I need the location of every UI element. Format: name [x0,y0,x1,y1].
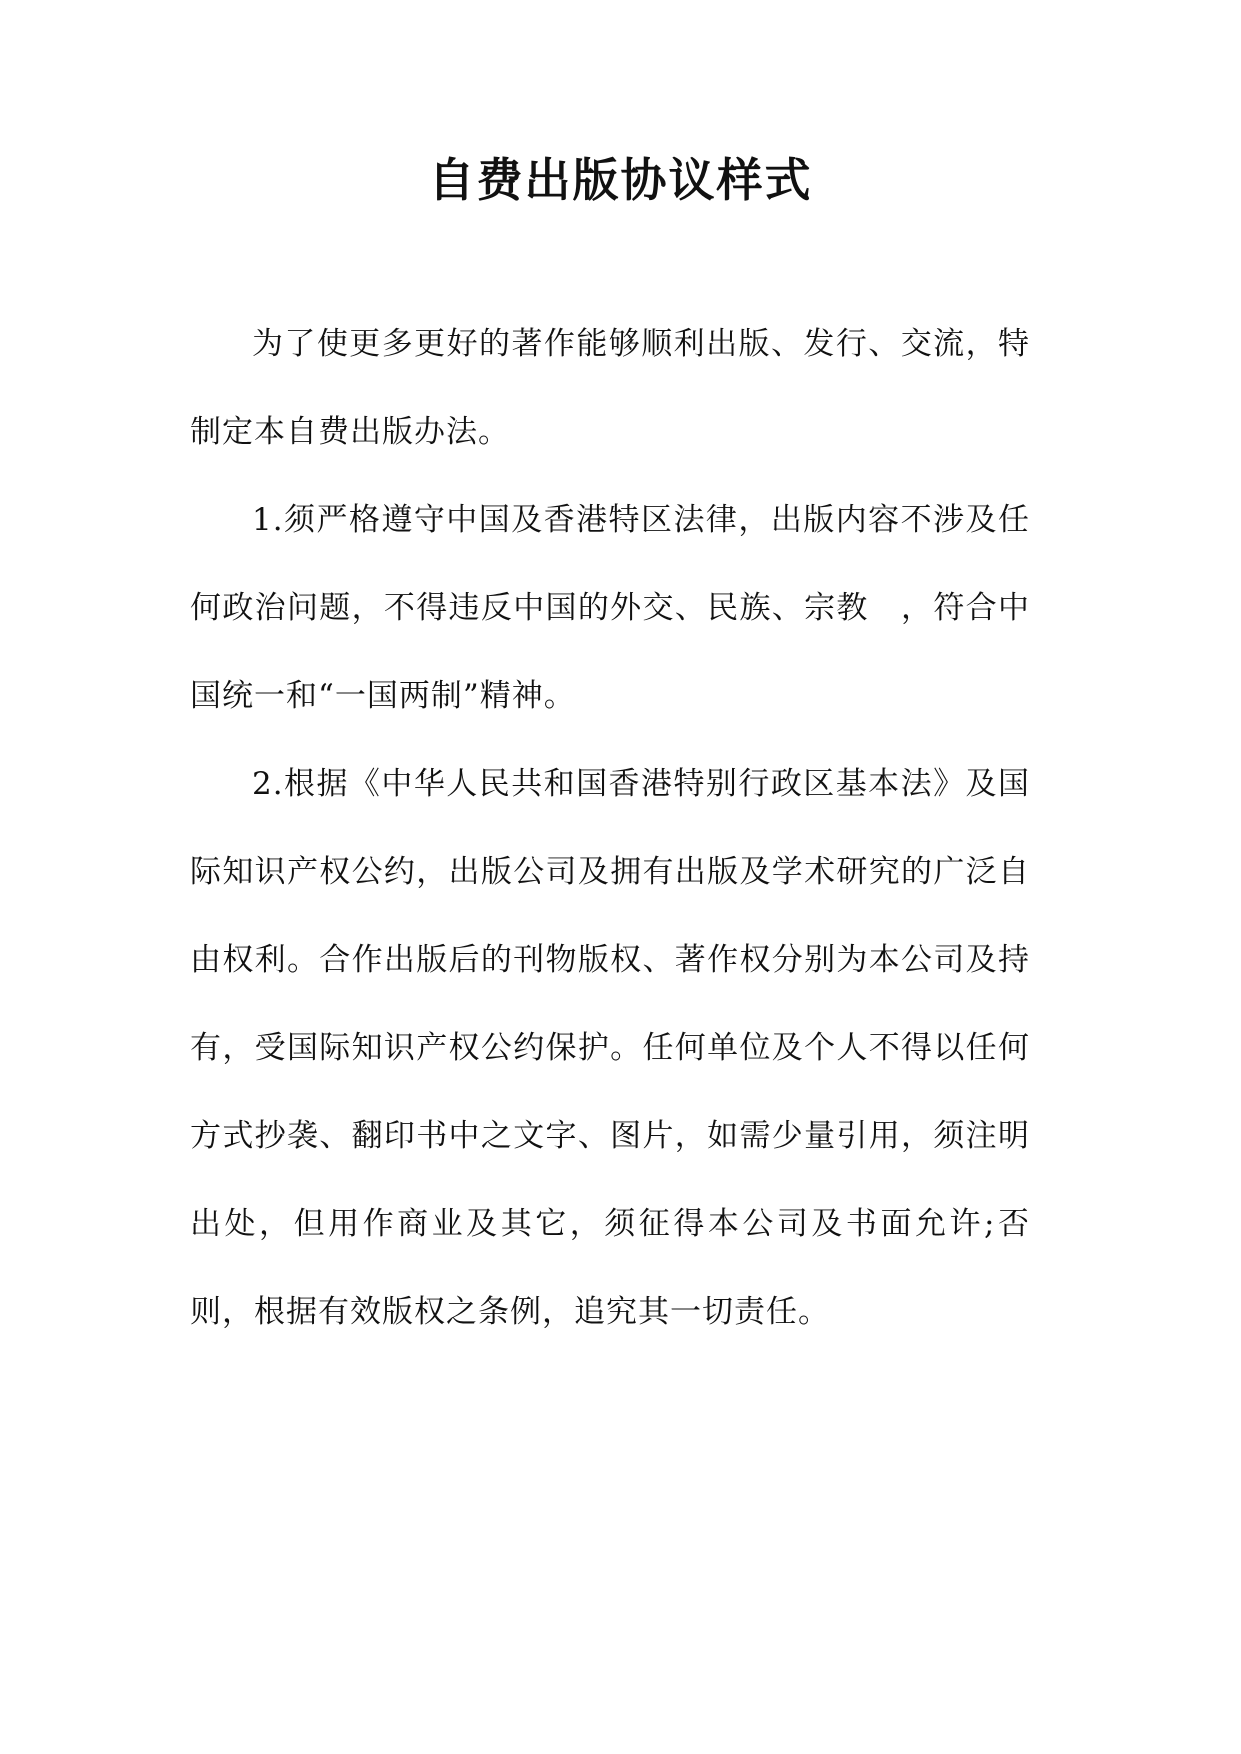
document-body [190,300,1030,1356]
intro-paragraph: 为了使更多更好的著作能够顺利出版、发行、交流，特制定本自费出版办法。 [190,326,1030,450]
clause-2-paragraph: 2.根据《中华人民共和国香港特别行政区基本法》及国际知识产权公约，出版公司及拥有出版及学术研究的广泛自由权利。合作出版后的刊物版权、著作权分别为本公司及持有，受国际知识产权公约保护。任何单位及个人不得以任何方式抄袭、翻印书中之文字、图片，如需少量引用，须注明出处，但用作商业及其它，须征得本公司及书面允许;否则，根据有效版权之条例，追究其一切责任。 [190,766,1030,1330]
document-title: 自费出版协议样式 [428,153,813,207]
clause-1-paragraph: 1.须严格遵守中国及香港特区法律，出版内容不涉及任何政治问题，不得违反中国的外交、民族、宗教 ，符合中国统一和“一国两制”精神。 [190,502,1030,714]
